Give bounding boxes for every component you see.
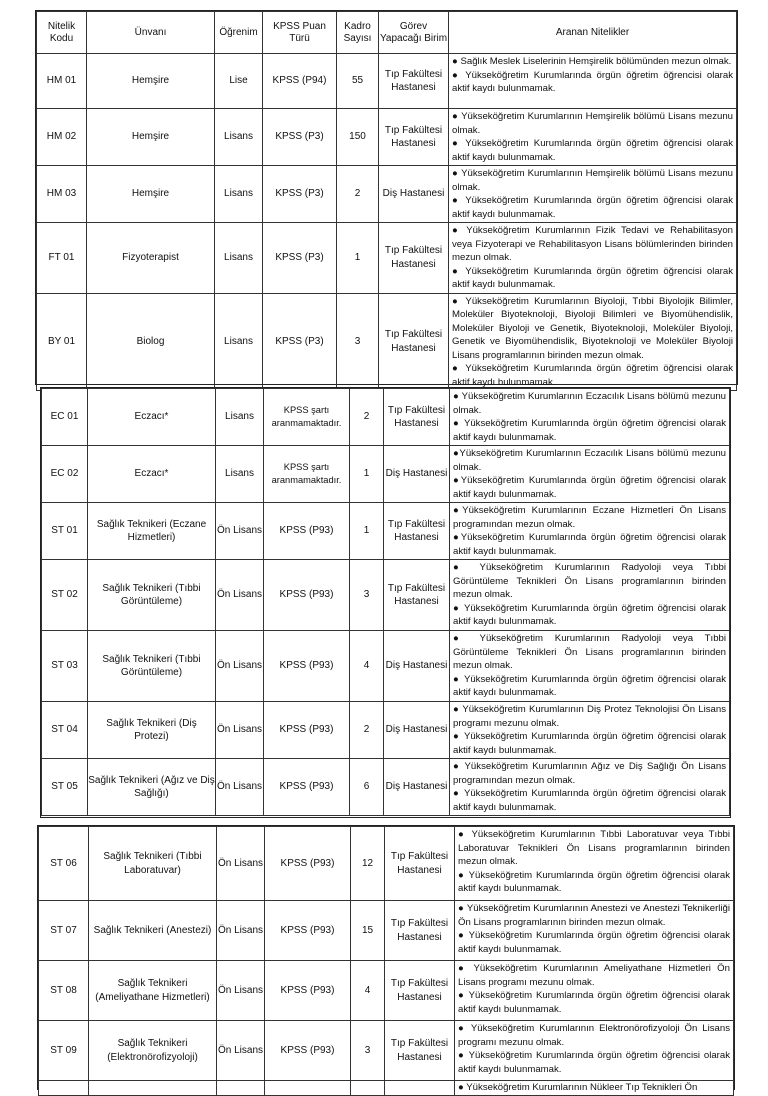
education-level: Lisans (216, 446, 264, 503)
requirement-item: ● Yükseköğretim Kurumlarında örgün öğretim öğrencisi olarak aktif kaydı bulunmamak. (453, 673, 726, 698)
requirement-item: ●Yükseköğretim Kurumlarında örgün öğretim öğrencisi olarak aktif kaydı bulunmamak. (453, 532, 726, 557)
quota-count: 150 (337, 109, 379, 166)
table-row (37, 109, 737, 166)
position-code: EC 01 (42, 389, 88, 446)
education-level: Ön Lisans (216, 702, 264, 759)
education-level: Ön Lisans (216, 560, 264, 631)
position-title: Eczacı* (88, 446, 216, 503)
kpss-score-type: KPSS (P3) (263, 293, 337, 391)
requirement-item: ● Yükseköğretim Kurumlarında örgün öğretim öğrencisi olarak aktif kaydı bulunmamak. (458, 869, 730, 894)
work-unit: Tıp Fakültesi Hastanesi (379, 109, 449, 166)
header-kpss: KPSS Puan Türü (263, 12, 337, 54)
position-title: Sağlık Teknikeri (Tıbbi Görüntüleme) (88, 631, 216, 702)
requirement-item: ● Yükseköğretim Kurumlarının Radyoloji veya Tıbbi Görüntüleme Teknikleri Ön Lisans programlarının birinden mezun olmak. (453, 562, 726, 600)
position-code: ST 07 (39, 901, 89, 961)
kpss-score-type: KPSS (P93) (265, 901, 351, 961)
requirements-cell (449, 293, 737, 391)
quota-count: 55 (337, 54, 379, 109)
kpss-score-type: KPSS şartı aranmamaktadır. (264, 389, 350, 446)
requirement-item: ● Yükseköğretim Kurumlarında örgün öğretim öğrencisi olarak aktif kaydı bulunmamak. (453, 602, 726, 627)
requirement-item: ● Yükseköğretim Kurumlarının Ağız ve Diş Sağlığı Ön Lisans programından mezun olmak. (453, 761, 726, 786)
quota-count: 4 (350, 631, 384, 702)
requirements-cell (449, 54, 737, 109)
position-title: Hemşire (87, 54, 215, 109)
position-code: HM 01 (37, 54, 87, 109)
requirement-item: ● Yükseköğretim Kurumlarının Hemşirelik bölümü Lisans mezunu olmak. (452, 168, 733, 193)
work-unit: Tıp Fakültesi Hastanesi (385, 901, 455, 961)
empty-cell (351, 1081, 385, 1096)
requirement-item: ● Yükseköğretim Kurumlarında örgün öğretim öğrencisi olarak aktif kaydı bulunmamak. (452, 195, 733, 220)
position-code: ST 03 (42, 631, 88, 702)
quota-count: 2 (350, 389, 384, 446)
position-code: HM 02 (37, 109, 87, 166)
requirements-cell (449, 166, 737, 223)
table-row (42, 503, 730, 560)
quota-count: 2 (337, 166, 379, 223)
kpss-score-type: KPSS (P93) (264, 503, 350, 560)
education-level: Lisans (216, 389, 264, 446)
requirements-cell (455, 901, 734, 961)
position-code: ST 01 (42, 503, 88, 560)
table-row (39, 961, 734, 1021)
quota-count: 3 (351, 1021, 385, 1081)
table-block-1 (35, 10, 738, 388)
position-title: Fizyoterapist (87, 223, 215, 294)
positions-table-1 (36, 11, 737, 391)
work-unit: Diş Hastanesi (379, 166, 449, 223)
education-level: Ön Lisans (216, 503, 264, 560)
header-education: Öğrenim (215, 12, 263, 54)
table-row (42, 759, 730, 816)
kpss-score-type: KPSS (P93) (265, 827, 351, 901)
requirement-item: ● Yükseköğretim Kurumlarının Biyoloji, Tıbbi Biyolojik Bilimler, Moleküler Biyoteknoloji, Biyoloji Bilimleri ve Biyomühendislik, Moleküler Biyoloji ve Genetik, Biyoteknoloji, Moleküler Biyoloji, Genetik ve Biyomühendislik, Biyoteknoloji ve Moleküler Biyoloji Lisans programlarının birinden mezun olmak. (452, 295, 733, 361)
empty-cell (385, 1081, 455, 1096)
table-row (37, 166, 737, 223)
kpss-score-type: KPSS (P93) (264, 560, 350, 631)
position-code: ST 04 (42, 702, 88, 759)
empty-cell (39, 1081, 89, 1096)
education-level: Lisans (215, 109, 263, 166)
kpss-score-type: KPSS (P93) (264, 759, 350, 816)
requirements-cell (450, 503, 730, 560)
requirements-cell (450, 560, 730, 631)
work-unit: Diş Hastanesi (384, 702, 450, 759)
requirement-item: ● Yükseköğretim Kurumlarının Elektronörofizyoloji Ön Lisans programı mezunu olmak. (458, 1023, 730, 1048)
education-level: Lisans (215, 223, 263, 294)
requirement-item: ● Yükseköğretim Kurumlarının Eczacılık Lisans bölümü mezunu olmak. (453, 391, 726, 416)
empty-cell (89, 1081, 217, 1096)
header-requirements: Aranan Nitelikler (449, 12, 737, 54)
requirement-item: ● Yükseköğretim Kurumlarının Radyoloji veya Tıbbi Görüntüleme Teknikleri Ön Lisans programlarının birinden mezun olmak. (453, 633, 726, 671)
table-row (42, 446, 730, 503)
position-title: Sağlık Teknikeri (Diş Protezi) (88, 702, 216, 759)
requirement-item: ● Yükseköğretim Kurumlarında örgün öğretim öğrencisi olarak aktif kaydı bulunmamak. (458, 990, 730, 1015)
position-title: Sağlık Teknikeri (Elektronörofizyoloji) (89, 1021, 217, 1081)
position-code: ST 05 (42, 759, 88, 816)
table-row (42, 631, 730, 702)
requirement-item: ● Yükseköğretim Kurumlarında örgün öğretim öğrencisi olarak aktif kaydı bulunmamak. (452, 69, 733, 94)
position-title: Eczacı* (88, 389, 216, 446)
position-code: ST 09 (39, 1021, 89, 1081)
table-row (39, 1021, 734, 1081)
work-unit: Tıp Fakültesi Hastanesi (385, 961, 455, 1021)
work-unit: Tıp Fakültesi Hastanesi (384, 389, 450, 446)
work-unit: Diş Hastanesi (384, 446, 450, 503)
requirement-item: ● Yükseköğretim Kurumlarının Tıbbi Laboratuvar veya Tıbbi Laboratuvar Teknikleri Ön Lisans programlarının birinden mezun olmak. (458, 829, 730, 867)
table-block-3 (37, 825, 735, 1093)
quota-count: 2 (350, 702, 384, 759)
education-level: Lise (215, 54, 263, 109)
quota-count: 3 (337, 293, 379, 391)
header-unit: Görev Yapacağı Birim (379, 12, 449, 54)
kpss-score-type: KPSS (P94) (263, 54, 337, 109)
work-unit: Tıp Fakültesi Hastanesi (379, 293, 449, 391)
requirements-cell (450, 389, 730, 446)
requirements-cell (455, 961, 734, 1021)
position-code: HM 03 (37, 166, 87, 223)
position-code: EC 02 (42, 446, 88, 503)
kpss-score-type: KPSS (P93) (265, 1021, 351, 1081)
requirements-cell (450, 702, 730, 759)
education-level: Lisans (215, 166, 263, 223)
work-unit: Tıp Fakültesi Hastanesi (384, 560, 450, 631)
requirements-cell (450, 631, 730, 702)
education-level: Ön Lisans (216, 759, 264, 816)
work-unit: Tıp Fakültesi Hastanesi (379, 223, 449, 294)
quota-count: 1 (350, 446, 384, 503)
position-code: FT 01 (37, 223, 87, 294)
table-row (42, 702, 730, 759)
requirements-cell (450, 759, 730, 816)
work-unit: Tıp Fakültesi Hastanesi (379, 54, 449, 109)
requirements-cell (449, 223, 737, 294)
empty-cell (265, 1081, 351, 1096)
requirements-cell (449, 109, 737, 166)
work-unit: Tıp Fakültesi Hastanesi (385, 827, 455, 901)
position-title: Sağlık Teknikeri (Eczane Hizmetleri) (88, 503, 216, 560)
work-unit: Diş Hastanesi (384, 759, 450, 816)
table-row (37, 223, 737, 294)
education-level: Ön Lisans (216, 631, 264, 702)
requirement-item: ● Yükseköğretim Kurumlarının Hemşirelik bölümü Lisans mezunu olmak. (452, 111, 733, 136)
quota-count: 6 (350, 759, 384, 816)
kpss-score-type: KPSS (P3) (263, 166, 337, 223)
header-title: Ünvanı (87, 12, 215, 54)
requirement-item: ●Yükseköğretim Kurumlarının Eczacılık Lisans bölümü mezunu olmak. (453, 448, 726, 473)
requirement-item: ● Yükseköğretim Kurumlarında örgün öğretim öğrencisi olarak aktif kaydı bulunmamak. (453, 788, 726, 813)
requirements-cell (450, 446, 730, 503)
table-row (42, 389, 730, 446)
work-unit: Tıp Fakültesi Hastanesi (384, 503, 450, 560)
requirement-item: ● Yükseköğretim Kurumlarının Ameliyathane Hizmetleri Ön Lisans programı mezunu olmak. (458, 963, 730, 988)
position-title: Biolog (87, 293, 215, 391)
position-title: Hemşire (87, 166, 215, 223)
position-code: BY 01 (37, 293, 87, 391)
quota-count: 15 (351, 901, 385, 961)
education-level: Ön Lisans (217, 1021, 265, 1081)
requirement-item: ● Yükseköğretim Kurumlarında örgün öğretim öğrencisi olarak aktif kaydı bulunmamak. (453, 731, 726, 756)
positions-table-2 (41, 388, 730, 816)
position-title: Hemşire (87, 109, 215, 166)
work-unit: Tıp Fakültesi Hastanesi (385, 1021, 455, 1081)
requirement-item: ● Yükseköğretim Kurumlarında örgün öğretim öğrencisi olarak aktif kaydı bulunmamak. (458, 930, 730, 955)
position-title: Sağlık Teknikeri (Anestezi) (89, 901, 217, 961)
requirement-item: ● Sağlık Meslek Liselerinin Hemşirelik bölümünden mezun olmak. (452, 56, 732, 67)
empty-cell (217, 1081, 265, 1096)
table-row (37, 54, 737, 109)
requirement-item: ● Yükseköğretim Kurumlarında örgün öğretim öğrencisi olarak aktif kaydı bulunmamak. (452, 265, 733, 290)
position-code: ST 02 (42, 560, 88, 631)
kpss-score-type: KPSS (P93) (264, 702, 350, 759)
header-row (37, 12, 737, 54)
table-row (39, 827, 734, 901)
position-code: ST 06 (39, 827, 89, 901)
quota-count: 12 (351, 827, 385, 901)
education-level: Ön Lisans (217, 901, 265, 961)
requirement-item: ● Yükseköğretim Kurumlarının Diş Protez Teknolojisi Ön Lisans programı mezunu olmak. (453, 704, 726, 729)
requirement-item: ● Yükseköğretim Kurumlarında örgün öğretim öğrencisi olarak aktif kaydı bulunmamak. (452, 363, 733, 388)
position-title: Sağlık Teknikeri (Tıbbi Laboratuvar) (89, 827, 217, 901)
kpss-score-type: KPSS (P93) (264, 631, 350, 702)
table-row (39, 901, 734, 961)
table-row (37, 293, 737, 391)
requirement-item: ● Yükseköğretim Kurumlarında örgün öğretim öğrencisi olarak aktif kaydı bulunmamak. (452, 138, 733, 163)
kpss-score-type: KPSS (P93) (265, 961, 351, 1021)
position-code: ST 08 (39, 961, 89, 1021)
requirement-item: ●Yükseköğretim Kurumlarının Eczane Hizmetleri Ön Lisans programından mezun olmak. (453, 505, 726, 530)
education-level: Ön Lisans (217, 827, 265, 901)
education-level: Lisans (215, 293, 263, 391)
positions-table-3 (38, 826, 734, 1096)
table-block-2 (40, 387, 731, 818)
kpss-score-type: KPSS (P3) (263, 109, 337, 166)
requirements-cell (455, 1021, 734, 1081)
requirement-item: ● Yükseköğretim Kurumlarında örgün öğretim öğrencisi olarak aktif kaydı bulunmamak. (453, 418, 726, 443)
quota-count: 1 (350, 503, 384, 560)
table-row (42, 560, 730, 631)
work-unit: Diş Hastanesi (384, 631, 450, 702)
position-title: Sağlık Teknikeri (Ağız ve Diş Sağlığı) (88, 759, 216, 816)
education-level: Ön Lisans (217, 961, 265, 1021)
requirement-item: ● Yükseköğretim Kurumlarının Nükleer Tıp Teknikleri Ön (458, 1082, 698, 1093)
requirement-item: ● Yükseköğretim Kurumlarında örgün öğretim öğrencisi olarak aktif kaydı bulunmamak. (458, 1050, 730, 1075)
quota-count: 4 (351, 961, 385, 1021)
kpss-score-type: KPSS şartı aranmamaktadır. (264, 446, 350, 503)
header-code: Nitelik Kodu (37, 12, 87, 54)
requirement-item: ●Yükseköğretim Kurumlarında örgün öğretim öğrencisi olarak aktif kaydı bulunmamak. (453, 475, 726, 500)
kpss-score-type: KPSS (P3) (263, 223, 337, 294)
table-row-partial (39, 1081, 734, 1096)
position-title: Sağlık Teknikeri (Tıbbi Görüntüleme) (88, 560, 216, 631)
position-title: Sağlık Teknikeri (Ameliyathane Hizmetleri) (89, 961, 217, 1021)
requirement-item: ● Yükseköğretim Kurumlarının Anestezi ve Anestezi Teknikerliği Ön Lisans programlarının birinden mezun olmak. (458, 903, 730, 928)
quota-count: 3 (350, 560, 384, 631)
requirements-cell (455, 827, 734, 901)
quota-count: 1 (337, 223, 379, 294)
requirements-cell (455, 1081, 734, 1096)
header-quota: Kadro Sayısı (337, 12, 379, 54)
requirement-item: ● Yükseköğretim Kurumlarının Fizik Tedavi ve Rehabilitasyon veya Fizyoterapi ve Rehabilitasyon Lisans bölümlerinden birinden mezun olmak. (452, 225, 733, 263)
